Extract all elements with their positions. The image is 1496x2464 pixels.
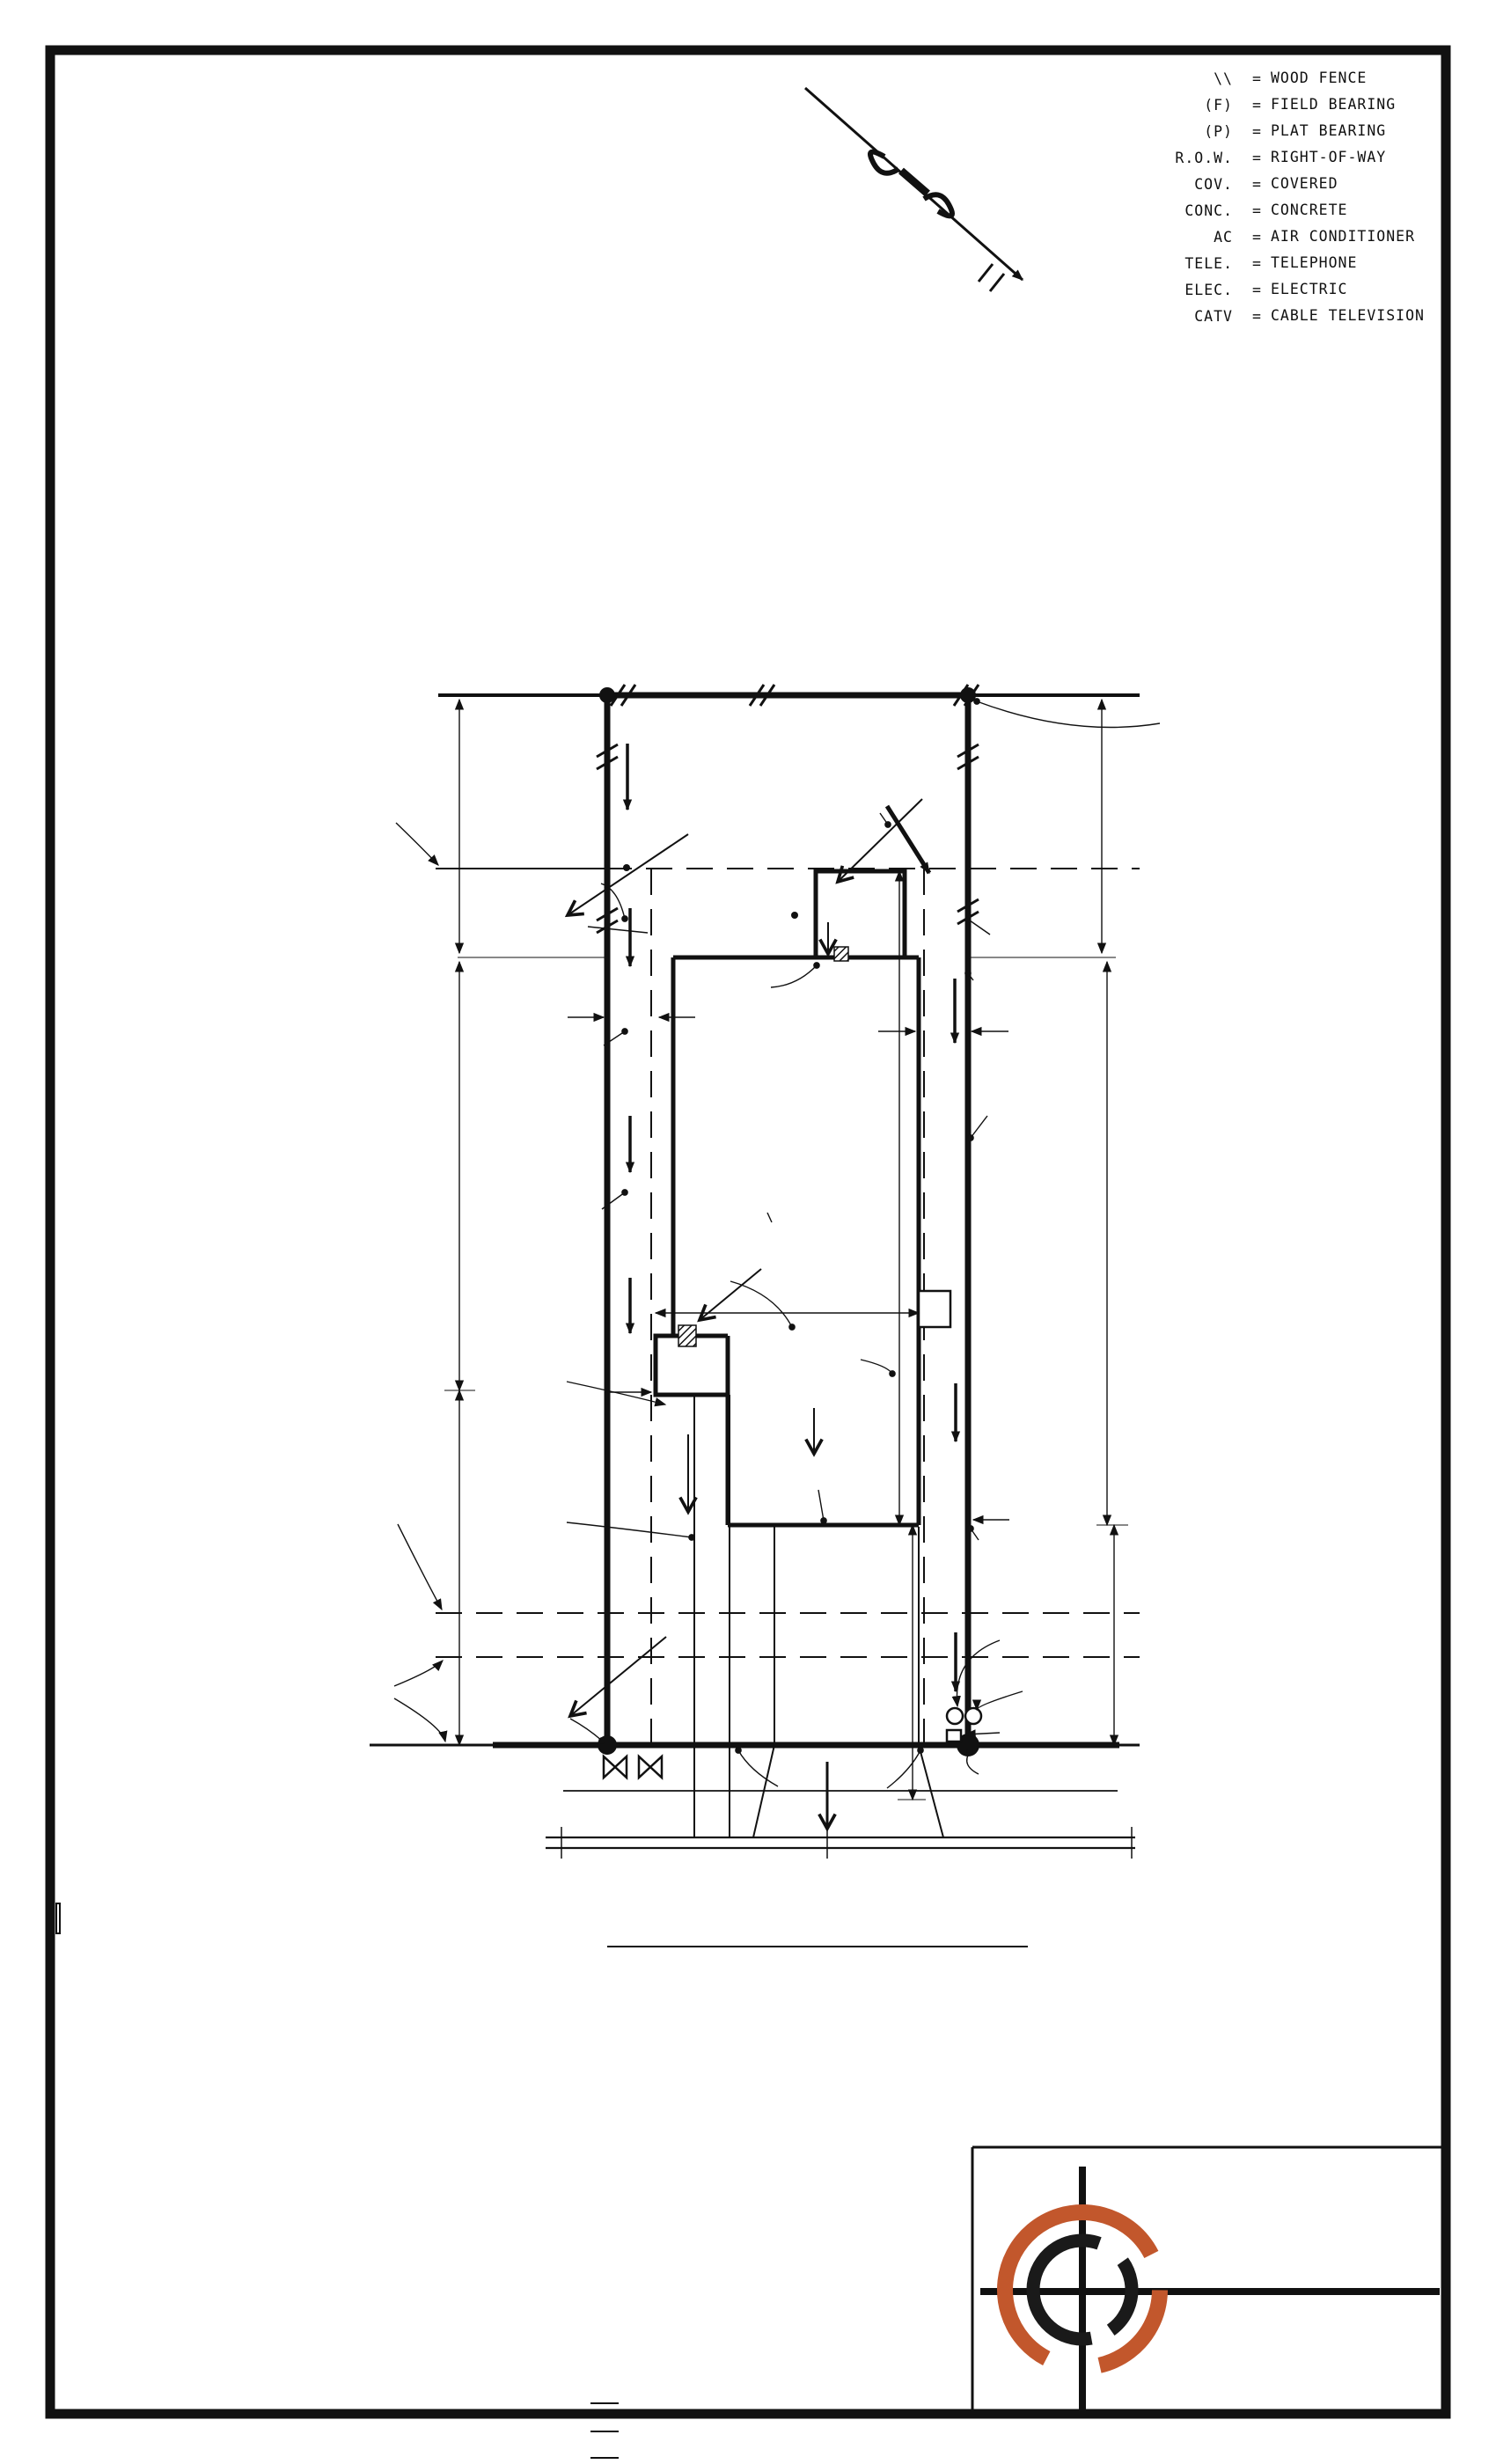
legend-row: COV. = COVERED xyxy=(1194,174,1338,193)
legend-row: R.O.W. = RIGHT-OF-WAY xyxy=(1175,148,1387,166)
legend-row: (P) = PLAT BEARING xyxy=(1204,121,1387,140)
legend-row: ELEC. = ELECTRIC xyxy=(1184,280,1348,298)
legend-row: \\ = WOOD FENCE xyxy=(1214,69,1368,87)
legend-row: CATV = CABLE TELEVISION xyxy=(1194,306,1425,325)
legend-row: AC = AIR CONDITIONER xyxy=(1214,227,1416,246)
legend-row: TELE. = TELEPHONE xyxy=(1184,253,1358,272)
date-row xyxy=(546,2394,619,2464)
legend-row: (F) = FIELD BEARING xyxy=(1204,95,1397,114)
legend-row: CONC. = CONCRETE xyxy=(1184,201,1348,219)
date-value xyxy=(590,2436,619,2459)
